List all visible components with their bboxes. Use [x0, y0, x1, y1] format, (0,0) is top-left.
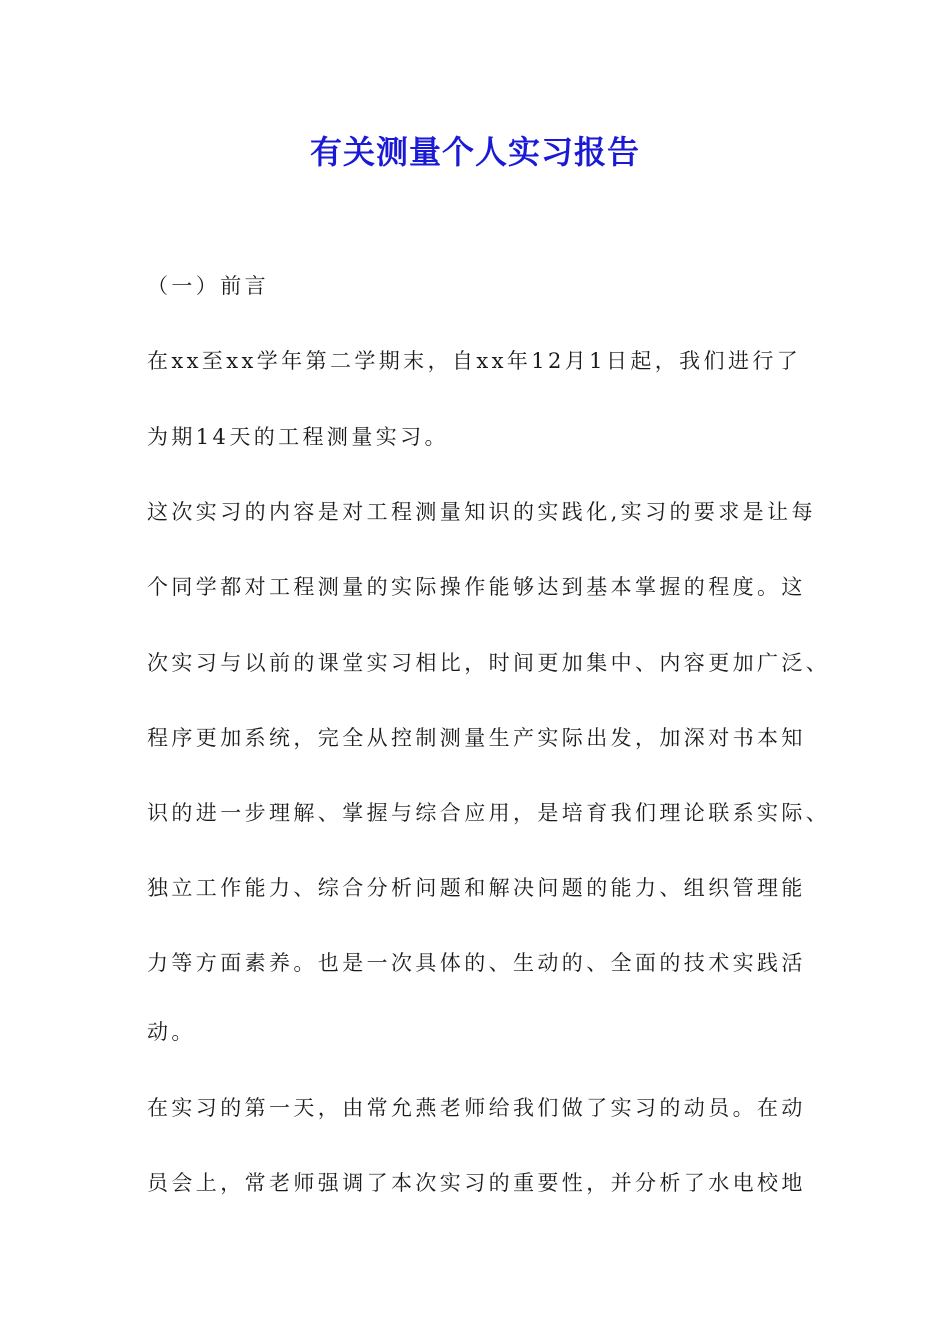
- paragraph-line: 次实习与以前的课堂实习相比，时间更加集中、内容更加广泛、: [147, 651, 831, 675]
- paragraph-line: 为期14天的工程测量实习。: [147, 425, 449, 449]
- paragraph-line: 个同学都对工程测量的实际操作能够达到基本掌握的程度。这: [147, 575, 806, 599]
- paragraph-line: 识的进一步理解、掌握与综合应用，是培育我们理论联系实际、: [147, 801, 831, 825]
- paragraph-line: 在xx至xx学年第二学期末，自xx年12月1日起，我们进行了: [147, 349, 802, 373]
- paragraph-line: 这次实习的内容是对工程测量知识的实践化,实习的要求是让每: [147, 500, 816, 524]
- section-heading: （一）前言: [147, 274, 269, 298]
- paragraph-line: 独立工作能力、综合分析问题和解决问题的能力、组织管理能: [147, 876, 806, 900]
- paragraph-line: 员会上，常老师强调了本次实习的重要性，并分析了水电校地: [147, 1171, 806, 1195]
- paragraph-line: 力等方面素养。也是一次具体的、生动的、全面的技术实践活: [147, 951, 806, 975]
- paragraph-line: 动。: [147, 1020, 196, 1044]
- document-title: 有关测量个人实习报告: [309, 133, 640, 171]
- paragraph-line: 在实习的第一天，由常允燕老师给我们做了实习的动员。在动: [147, 1096, 806, 1120]
- paragraph-line: 程序更加系统，完全从控制测量生产实际出发，加深对书本知: [147, 726, 806, 750]
